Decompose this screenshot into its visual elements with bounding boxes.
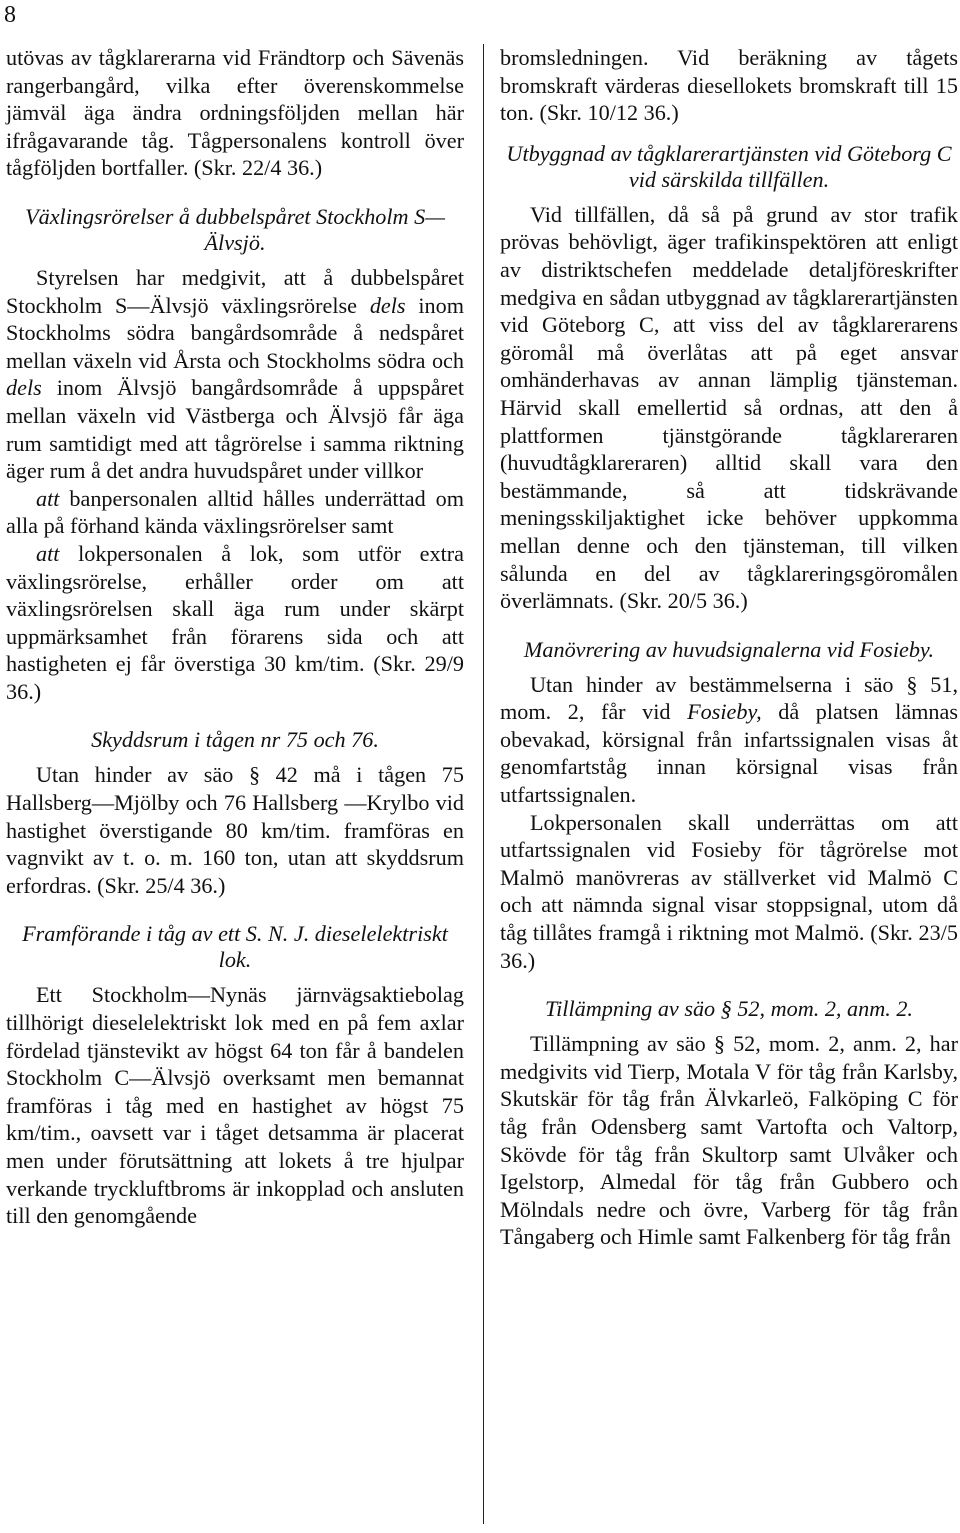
emphasis: Fosieby,: [687, 699, 762, 725]
text-run: då platsen lämnas obevakad, körsignal från infartssignalen visas åt genomfartståg innan körsignal visas från utfartssignalen.: [500, 699, 959, 808]
text-run: Utan hinder av bestämmelserna i säo § 51, mom. 2, får vid: [500, 671, 958, 725]
text-run: inom Stockholms södra bangårdsområde å nedspåret mellan växeln vid Årsta och Stockholms södra och: [6, 292, 465, 373]
text-run: lokpersonalen å lok, som utför extra växlingsrörelse, erhåller order om att växlingsrörelsen skall äga rum under skärpt uppmärksamhet från förarens sida och att hastigheten ej får överstiga 30 km/tim. (Skr. 29/9 36.): [6, 540, 464, 704]
text-run: banpersonalen alltid hålles underrättad om alla på förhand kända växlingsrörelser samt: [6, 485, 464, 539]
right-column: [500, 44, 958, 1251]
text-run: Styrelsen har medgivit, att å dubbelspåret Stockholm S—Älvsjö växlingsrörelse: [6, 264, 464, 318]
section-heading: Framförande i tåg av ett S. N. J. dieselelektriskt lok.: [22, 921, 448, 973]
paragraph: Vid tillfällen, då så på grund av stor trafik prövas behövligt, äger trafikinspektören att enligt av distriktschefen meddelade detaljföreskrifter medgiva en sådan utbyggnad av tågklarerartjänsten vid Göteborg C, att viss del av tågklarerarens göromål må överlåtas att på eget ansvar omhänderhavas av annan lämplig tjänsteman. Härvid skall emellertid så ordnas, att den å plattformen tjänstgörande tågklareraren (huvudtågklareraren) alltid skall vara den bestämmande, så att tidskrävande meningsskiljaktighet icke behöver uppkomma mellan denne och den tjänsteman, till vilken sålunda en del av tågklareringsgöromålen överlämnats. (Skr. 20/5 36.): [500, 201, 958, 614]
emphasis: att: [36, 540, 60, 566]
paragraph: Ett Stockholm—Nynäs järnvägsaktiebolag tillhörigt dieselelektriskt lok med en på fem axlar fördelad tjänstevikt av högst 64 ton får å bandelen Stockholm C—Älvsjö overksamt men bemannat framföras i tåg med en hastighet av högst 75 km/tim., oavsett var i tåget detsamma är placerat men under förutsättning att lokets å tre hjulpar verkande tryckluftbroms är inkopplad och ansluten till den genomgående: [6, 982, 464, 1229]
paragraph: [6, 485, 464, 540]
paragraph: Tillämpning av säo § 52, mom. 2, anm. 2, har medgivits vid Tierp, Motala V för tåg från Karlsby, Skutskär för tåg från Älvkarleö, Falköping C för tåg från Odensberg samt Vartofta och Valtorp, Skövde för tåg från Skultorp samt Ulvåker och Igelstorp, Almedal för tåg från Gubbero och Mölndals nedre och övre, Varberg för tåg från Tångaberg och Himle samt Falkenberg för tåg från: [500, 1031, 958, 1250]
column-divider: [483, 44, 484, 1524]
paragraph: Utan hinder av säo § 42 må i tågen 75 Hallsberg—Mjölby och 76 Hallsberg —Krylbo vid hastighet överstigande 80 km/tim. framföras en vagnvikt av t. o. m. 160 ton, utan att skyddsrum erfordras. (Skr. 25/4 36.): [6, 762, 464, 898]
paragraph: utövas av tågklarerarna vid Frändtorp och Sävenäs rangerbangård, vilka efter överenskommelse jämväl äga ändra ordningsföljden mellan här ifrågavarande tåg. Tågpersonalens kontroll över tågföljden bortfaller. (Skr. 22/4 36.): [6, 45, 464, 181]
emphasis: att: [36, 485, 60, 511]
emphasis: dels: [369, 292, 406, 318]
emphasis: dels: [6, 375, 42, 401]
text-run: inom Älvsjö bangårdsområde å uppspåret mellan växeln vid Västberga och Älvsjö får äga rum samtidigt med att tågrörelse i samma riktning äger rum å det andra huvudspåret under villkor: [6, 375, 465, 484]
section-heading: Utbyggnad av tågklarerartjänsten vid Göteborg C vid särskilda tillfällen.: [506, 140, 952, 192]
page-number: 8: [4, 2, 16, 28]
paragraph: [6, 264, 464, 485]
paragraph: [6, 540, 464, 706]
section-heading: Manövrering av huvudsignalerna vid Fosieby.: [523, 636, 935, 662]
section-heading: Tillämpning av säo § 52, mom. 2, anm. 2.: [545, 996, 913, 1022]
left-column: [6, 44, 464, 1230]
paragraph: bromsledningen. Vid beräkning av tågets bromskraft värderas diesellokets bromskraft till 15 ton. (Skr. 10/12 36.): [500, 45, 958, 126]
section-heading: Skyddsrum i tågen nr 75 och 76.: [91, 727, 379, 753]
paragraph: [500, 671, 958, 809]
paragraph: Lokpersonalen skall underrättas om att utfartssignalen vid Fosieby för tågrörelse mot Malmö manövreras av ställverket vid Malmö C och att nämnda signal visar stoppsignal, utom då tåg tillåtes framgå i riktning mot Malmö. (Skr. 23/5 36.): [500, 809, 958, 973]
section-heading: Växlingsrörelser å dubbelspåret Stockholm S—Älvsjö.: [25, 203, 445, 255]
